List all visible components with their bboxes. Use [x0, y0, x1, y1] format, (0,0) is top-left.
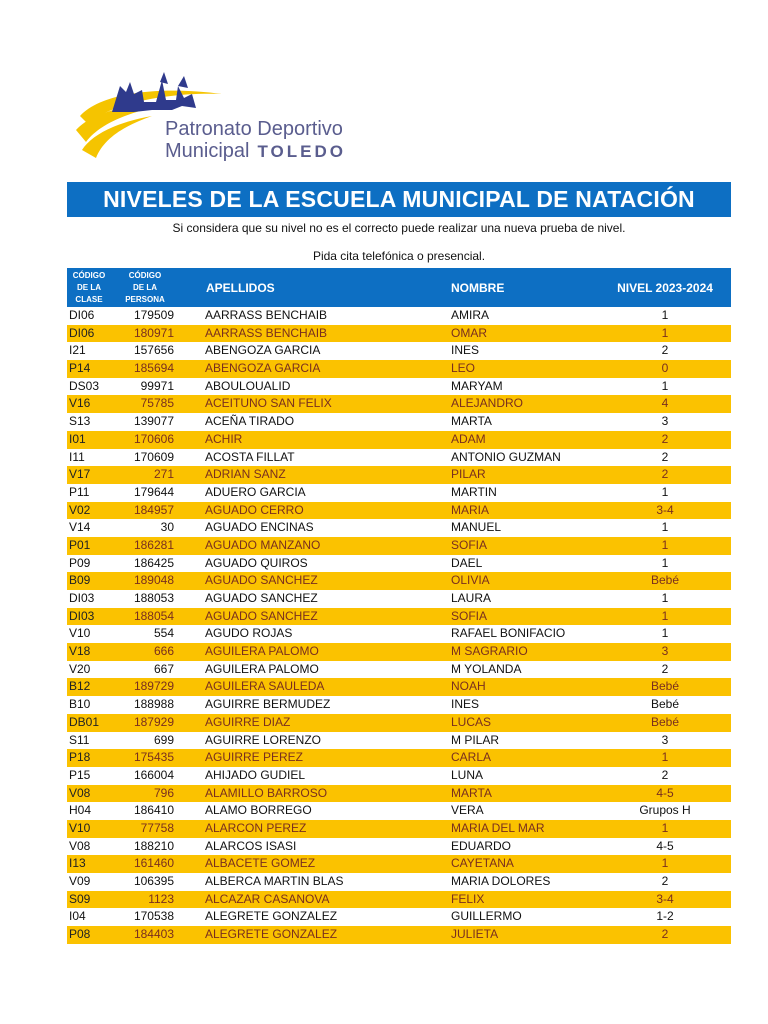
logo-line1: Patronato Deportivo — [165, 118, 343, 140]
cell-codigo-persona: 157656 — [133, 343, 174, 358]
cell-apellidos: ALAMO BORREGO — [205, 803, 312, 818]
header-nivel: NIVEL 2023-2024 — [617, 280, 713, 295]
cell-codigo-clase: B10 — [69, 697, 91, 712]
cell-codigo-persona: 170606 — [133, 431, 174, 446]
cell-codigo-persona: 185694 — [133, 361, 174, 376]
cell-nivel: 2 — [661, 874, 669, 888]
cell-codigo-clase: V10 — [69, 626, 91, 641]
table-row — [67, 661, 731, 679]
cell-apellidos: AGUILERA SAULEDA — [205, 679, 325, 694]
table-row — [67, 926, 731, 944]
table-row — [67, 342, 731, 360]
cell-codigo-persona: 188054 — [133, 608, 174, 623]
cell-codigo-clase: I11 — [69, 449, 85, 464]
cell-nivel: 2 — [661, 449, 669, 464]
cell-apellidos: AGUDO ROJAS — [205, 626, 293, 641]
cell-codigo-persona: 666 — [153, 644, 174, 659]
cell-codigo-persona: 161460 — [133, 856, 174, 871]
table-row — [67, 785, 731, 803]
table-row — [67, 413, 731, 431]
cell-nombre: MARIA DOLORES — [451, 874, 551, 888]
cell-nivel: 0 — [661, 361, 669, 376]
cell-nombre: DAEL — [451, 555, 483, 570]
cell-apellidos: ALCAZAR CASANOVA — [205, 891, 330, 906]
cell-codigo-clase: S09 — [69, 891, 91, 906]
cell-nombre: M PILAR — [451, 732, 500, 747]
table-row — [67, 625, 731, 643]
cell-nivel: Bebé — [650, 697, 680, 712]
cell-codigo-clase: DI03 — [69, 591, 95, 605]
cell-apellidos: AGUIRRE DIAZ — [205, 714, 291, 729]
cell-apellidos: ABOULOUALID — [205, 378, 291, 393]
table-row — [67, 484, 731, 502]
header-codigo-persona — [117, 268, 173, 307]
cell-apellidos: ACEÑA TIRADO — [205, 414, 295, 429]
cell-codigo-persona: 554 — [153, 626, 174, 641]
cell-codigo-persona: 166004 — [133, 767, 174, 782]
cell-nombre: OMAR — [451, 325, 487, 340]
header-codigo-clase-l1: CÓDIGO — [72, 270, 106, 280]
cell-nivel: 2 — [661, 343, 669, 358]
cell-apellidos: ALARCON PEREZ — [205, 820, 307, 835]
cell-nivel: 2 — [661, 927, 669, 942]
header-codigo-clase-l2: DE LA — [76, 282, 101, 292]
table-row — [67, 820, 731, 838]
table-row — [67, 325, 731, 343]
cell-nivel: 2 — [661, 431, 669, 446]
table-row — [67, 537, 731, 555]
cell-codigo-persona: 106395 — [133, 874, 174, 888]
cell-codigo-persona: 189048 — [133, 573, 174, 588]
cell-codigo-persona: 77758 — [140, 820, 174, 835]
cell-nivel: 1 — [661, 626, 669, 641]
cell-nivel: 1 — [661, 378, 669, 393]
table-row — [67, 395, 731, 413]
table-row — [67, 590, 731, 608]
cell-apellidos: AGUADO CERRO — [205, 502, 304, 517]
cell-nombre: LAURA — [451, 591, 492, 605]
header-apellidos: APELLIDOS — [206, 280, 275, 295]
subtitle-contact: Pida cita telefónica o presencial. — [312, 249, 486, 263]
cell-apellidos: ALAMILLO BARROSO — [205, 785, 328, 800]
cell-codigo-clase: H04 — [69, 803, 92, 818]
cell-nivel: 1-2 — [656, 909, 674, 924]
cell-codigo-persona: 187929 — [133, 714, 174, 729]
cell-codigo-clase: V17 — [69, 467, 91, 482]
cell-nombre: INES — [451, 697, 480, 712]
table-body — [67, 307, 731, 944]
cell-nombre: CAYETANA — [451, 856, 514, 871]
cell-nombre: LEO — [451, 361, 476, 376]
table-header — [67, 268, 731, 307]
cell-nivel: 3 — [661, 732, 669, 747]
page-title: NIVELES DE LA ESCUELA MUNICIPAL DE NATACIÓN — [67, 182, 731, 217]
cell-nombre: INES — [451, 343, 480, 358]
cell-codigo-persona: 699 — [153, 732, 174, 747]
cell-apellidos: AGUIRRE PEREZ — [205, 750, 304, 765]
table-row — [67, 749, 731, 767]
cell-apellidos: ADRIAN SANZ — [205, 467, 286, 482]
cell-nivel: 1 — [661, 555, 669, 570]
cell-nombre: MARIA DEL MAR — [451, 820, 545, 835]
cell-codigo-persona: 186281 — [133, 537, 174, 552]
header-codigo-persona-l3: PERSONA — [125, 294, 165, 304]
cell-codigo-persona: 180971 — [133, 325, 174, 340]
cell-codigo-clase: DI06 — [69, 325, 95, 340]
cell-nivel: Bebé — [650, 573, 680, 588]
header-codigo-clase — [67, 268, 111, 307]
cell-nombre: MANUEL — [451, 520, 502, 535]
cell-apellidos: ACHIR — [205, 431, 243, 446]
cell-codigo-persona: 75785 — [140, 396, 174, 411]
cell-nivel: 2 — [661, 467, 669, 482]
cell-codigo-clase: P01 — [69, 537, 91, 552]
cell-nombre: VERA — [451, 803, 484, 818]
table-row — [67, 555, 731, 573]
cell-codigo-clase: V18 — [69, 644, 91, 659]
cell-apellidos: AGUILERA PALOMO — [205, 661, 319, 676]
cell-apellidos: AGUADO MANZANO — [205, 537, 321, 552]
subtitle-info: Si considera que su nivel no es el correcto puede realizar una nueva prueba de nivel. — [172, 221, 626, 235]
cell-codigo-persona: 188210 — [133, 838, 174, 853]
table-row — [67, 714, 731, 732]
table-row — [67, 696, 731, 714]
cell-apellidos: AHIJADO GUDIEL — [205, 767, 306, 782]
cell-codigo-clase: V16 — [69, 396, 91, 411]
cell-codigo-persona: 99971 — [140, 378, 174, 393]
cell-apellidos: AARRASS BENCHAIB — [205, 325, 328, 340]
cell-codigo-clase: B09 — [69, 573, 91, 588]
cell-codigo-clase: V20 — [69, 661, 91, 676]
cell-nombre: AMIRA — [451, 308, 490, 322]
cell-codigo-persona: 170538 — [133, 909, 174, 924]
cell-nombre: CARLA — [451, 750, 492, 765]
table-row — [67, 572, 731, 590]
cell-nombre: FELIX — [451, 891, 485, 906]
cell-nivel: 3-4 — [656, 891, 674, 906]
table-row — [67, 466, 731, 484]
cell-codigo-persona: 175435 — [133, 750, 174, 765]
cell-apellidos: ALEGRETE GONZALEZ — [205, 909, 338, 924]
logo-line2-city: TOLEDO — [257, 142, 347, 161]
table-row — [67, 838, 731, 856]
cell-codigo-persona: 188988 — [133, 697, 174, 712]
cell-apellidos: ABENGOZA GARCIA — [205, 361, 321, 376]
cell-nombre: LUCAS — [451, 714, 492, 729]
cell-apellidos: ALEGRETE GONZALEZ — [205, 927, 338, 942]
table-row — [67, 502, 731, 520]
cell-nivel: 2 — [661, 661, 669, 676]
cell-nombre: M SAGRARIO — [451, 644, 528, 659]
table-row — [67, 802, 731, 820]
table-row — [67, 873, 731, 891]
cell-codigo-clase: V09 — [69, 874, 91, 888]
cell-codigo-clase: S11 — [69, 732, 90, 747]
cell-nombre: JULIETA — [451, 927, 499, 942]
cell-nivel: 3 — [661, 414, 669, 429]
cell-codigo-persona: 188053 — [133, 591, 174, 605]
table-row — [67, 855, 731, 873]
table-row — [67, 519, 731, 537]
cell-nombre: SOFIA — [451, 608, 488, 623]
cell-codigo-persona: 179644 — [133, 484, 174, 499]
table-row — [67, 360, 731, 378]
cell-codigo-clase: I04 — [69, 909, 86, 924]
cell-nombre: ALEJANDRO — [451, 396, 524, 411]
cell-codigo-persona: 796 — [153, 785, 174, 800]
cell-nombre: PILAR — [451, 467, 486, 482]
cell-codigo-persona: 139077 — [133, 414, 174, 429]
cell-codigo-clase: V08 — [69, 838, 91, 853]
cell-codigo-clase: V02 — [69, 502, 91, 517]
cell-nivel: Bebé — [650, 714, 680, 729]
cell-nivel: Grupos H — [639, 803, 691, 818]
header-codigo-clase-l3: CLASE — [75, 294, 103, 304]
cell-nombre: EDUARDO — [451, 838, 512, 853]
header-nombre: NOMBRE — [451, 280, 505, 295]
cell-nivel: 2 — [661, 767, 669, 782]
cell-codigo-persona: 667 — [153, 661, 174, 676]
cell-codigo-persona: 179509 — [133, 308, 174, 322]
header-codigo-persona-l2: DE LA — [133, 282, 157, 292]
cell-codigo-persona: 186410 — [133, 803, 174, 818]
cell-codigo-clase: I13 — [69, 856, 86, 871]
table-row — [67, 678, 731, 696]
cell-apellidos: AGUADO ENCINAS — [205, 520, 314, 535]
cell-codigo-persona: 1123 — [148, 891, 174, 906]
cell-nivel: 1 — [661, 820, 669, 835]
cell-codigo-clase: P11 — [69, 484, 90, 499]
cell-nivel: 1 — [661, 484, 669, 499]
logo-line2-municipal: Municipal — [165, 140, 250, 162]
cell-codigo-clase: DI06 — [69, 308, 95, 322]
cell-nivel: 4 — [661, 396, 669, 411]
cell-codigo-clase: DI03 — [69, 608, 95, 623]
table-row — [67, 608, 731, 626]
cell-codigo-clase: V08 — [69, 785, 91, 800]
cell-codigo-persona: 186425 — [133, 555, 174, 570]
cell-nivel: 1 — [661, 308, 669, 322]
cell-nivel: Bebé — [650, 679, 680, 694]
cell-codigo-persona: 30 — [160, 520, 174, 535]
table-row — [67, 449, 731, 467]
cell-codigo-clase: P18 — [69, 750, 91, 765]
cell-codigo-clase: P09 — [69, 555, 91, 570]
cell-codigo-clase: P14 — [69, 361, 91, 376]
cell-nombre: MARTA — [451, 785, 492, 800]
cell-apellidos: AGUADO SANCHEZ — [205, 573, 318, 588]
cell-codigo-clase: B12 — [69, 679, 91, 694]
cell-nivel: 4-5 — [656, 838, 674, 853]
cell-apellidos: AGUIRRE LORENZO — [205, 732, 322, 747]
table-row — [67, 767, 731, 785]
cell-codigo-clase: DS03 — [69, 378, 100, 393]
cell-codigo-clase: P08 — [69, 927, 91, 942]
cell-apellidos: ALBACETE GOMEZ — [205, 856, 316, 871]
cell-nivel: 4-5 — [656, 785, 674, 800]
cell-codigo-clase: V14 — [69, 520, 91, 535]
cell-codigo-clase: DB01 — [69, 714, 100, 729]
cell-nivel: 1 — [661, 537, 669, 552]
cell-nivel: 1 — [661, 856, 669, 871]
cell-apellidos: AGUADO SANCHEZ — [205, 591, 318, 605]
cell-nombre: RAFAEL BONIFACIO — [451, 626, 566, 641]
cell-nombre: GUILLERMO — [451, 909, 522, 924]
cell-nombre: ADAM — [451, 431, 486, 446]
cell-apellidos: AGUIRRE BERMUDEZ — [205, 697, 331, 712]
cell-codigo-clase: I01 — [69, 431, 86, 446]
cell-codigo-persona: 271 — [153, 467, 174, 482]
table-row — [67, 431, 731, 449]
cell-nombre: OLIVIA — [451, 573, 490, 588]
cell-codigo-persona: 170609 — [133, 449, 174, 464]
cell-apellidos: ACEITUNO SAN FELIX — [205, 396, 332, 411]
cell-apellidos: AGUADO SANCHEZ — [205, 608, 318, 623]
cell-nivel: 1 — [661, 750, 669, 765]
cell-nivel: 1 — [661, 325, 669, 340]
cell-nivel: 3 — [661, 644, 669, 659]
cell-nombre: MARYAM — [451, 378, 503, 393]
cell-nivel: 1 — [661, 591, 669, 605]
header-codigo-persona-l1: CÓDIGO — [128, 270, 162, 280]
cell-apellidos: ADUERO GARCIA — [205, 484, 306, 499]
cell-nombre: NOAH — [451, 679, 486, 694]
table-row — [67, 732, 731, 750]
cell-codigo-clase: V10 — [69, 820, 91, 835]
table-row — [67, 307, 731, 325]
cell-nombre: MARTIN — [451, 484, 497, 499]
cell-nombre: MARIA — [451, 502, 490, 517]
table-row — [67, 378, 731, 396]
table-row — [67, 891, 731, 909]
cell-codigo-clase: S13 — [69, 414, 91, 429]
cell-apellidos: ALBERCA MARTIN BLAS — [205, 874, 344, 888]
cell-codigo-clase: I21 — [69, 343, 86, 358]
cell-codigo-persona: 189729 — [133, 679, 174, 694]
cell-nivel: 1 — [661, 520, 669, 535]
cell-nivel: 3-4 — [656, 502, 674, 517]
cell-codigo-persona: 184403 — [133, 927, 174, 942]
cell-apellidos: ACOSTA FILLAT — [205, 449, 295, 464]
table-row — [67, 908, 731, 926]
cell-nombre: LUNA — [451, 767, 484, 782]
cell-apellidos: ALARCOS ISASI — [205, 838, 297, 853]
cell-apellidos: AGUILERA PALOMO — [205, 644, 319, 659]
cell-nombre: ANTONIO GUZMAN — [451, 449, 561, 464]
cell-nombre: SOFIA — [451, 537, 488, 552]
table-row — [67, 643, 731, 661]
cell-nombre: MARTA — [451, 414, 492, 429]
cell-nombre: M YOLANDA — [451, 661, 522, 676]
cell-apellidos: ABENGOZA GARCIA — [205, 343, 321, 358]
cell-apellidos: AGUADO QUIROS — [205, 555, 308, 570]
cell-codigo-persona: 184957 — [133, 502, 174, 517]
logo — [72, 72, 347, 168]
cell-nivel: 1 — [661, 608, 669, 623]
cell-codigo-clase: P15 — [69, 767, 91, 782]
cell-apellidos: AARRASS BENCHAIB — [205, 308, 328, 322]
